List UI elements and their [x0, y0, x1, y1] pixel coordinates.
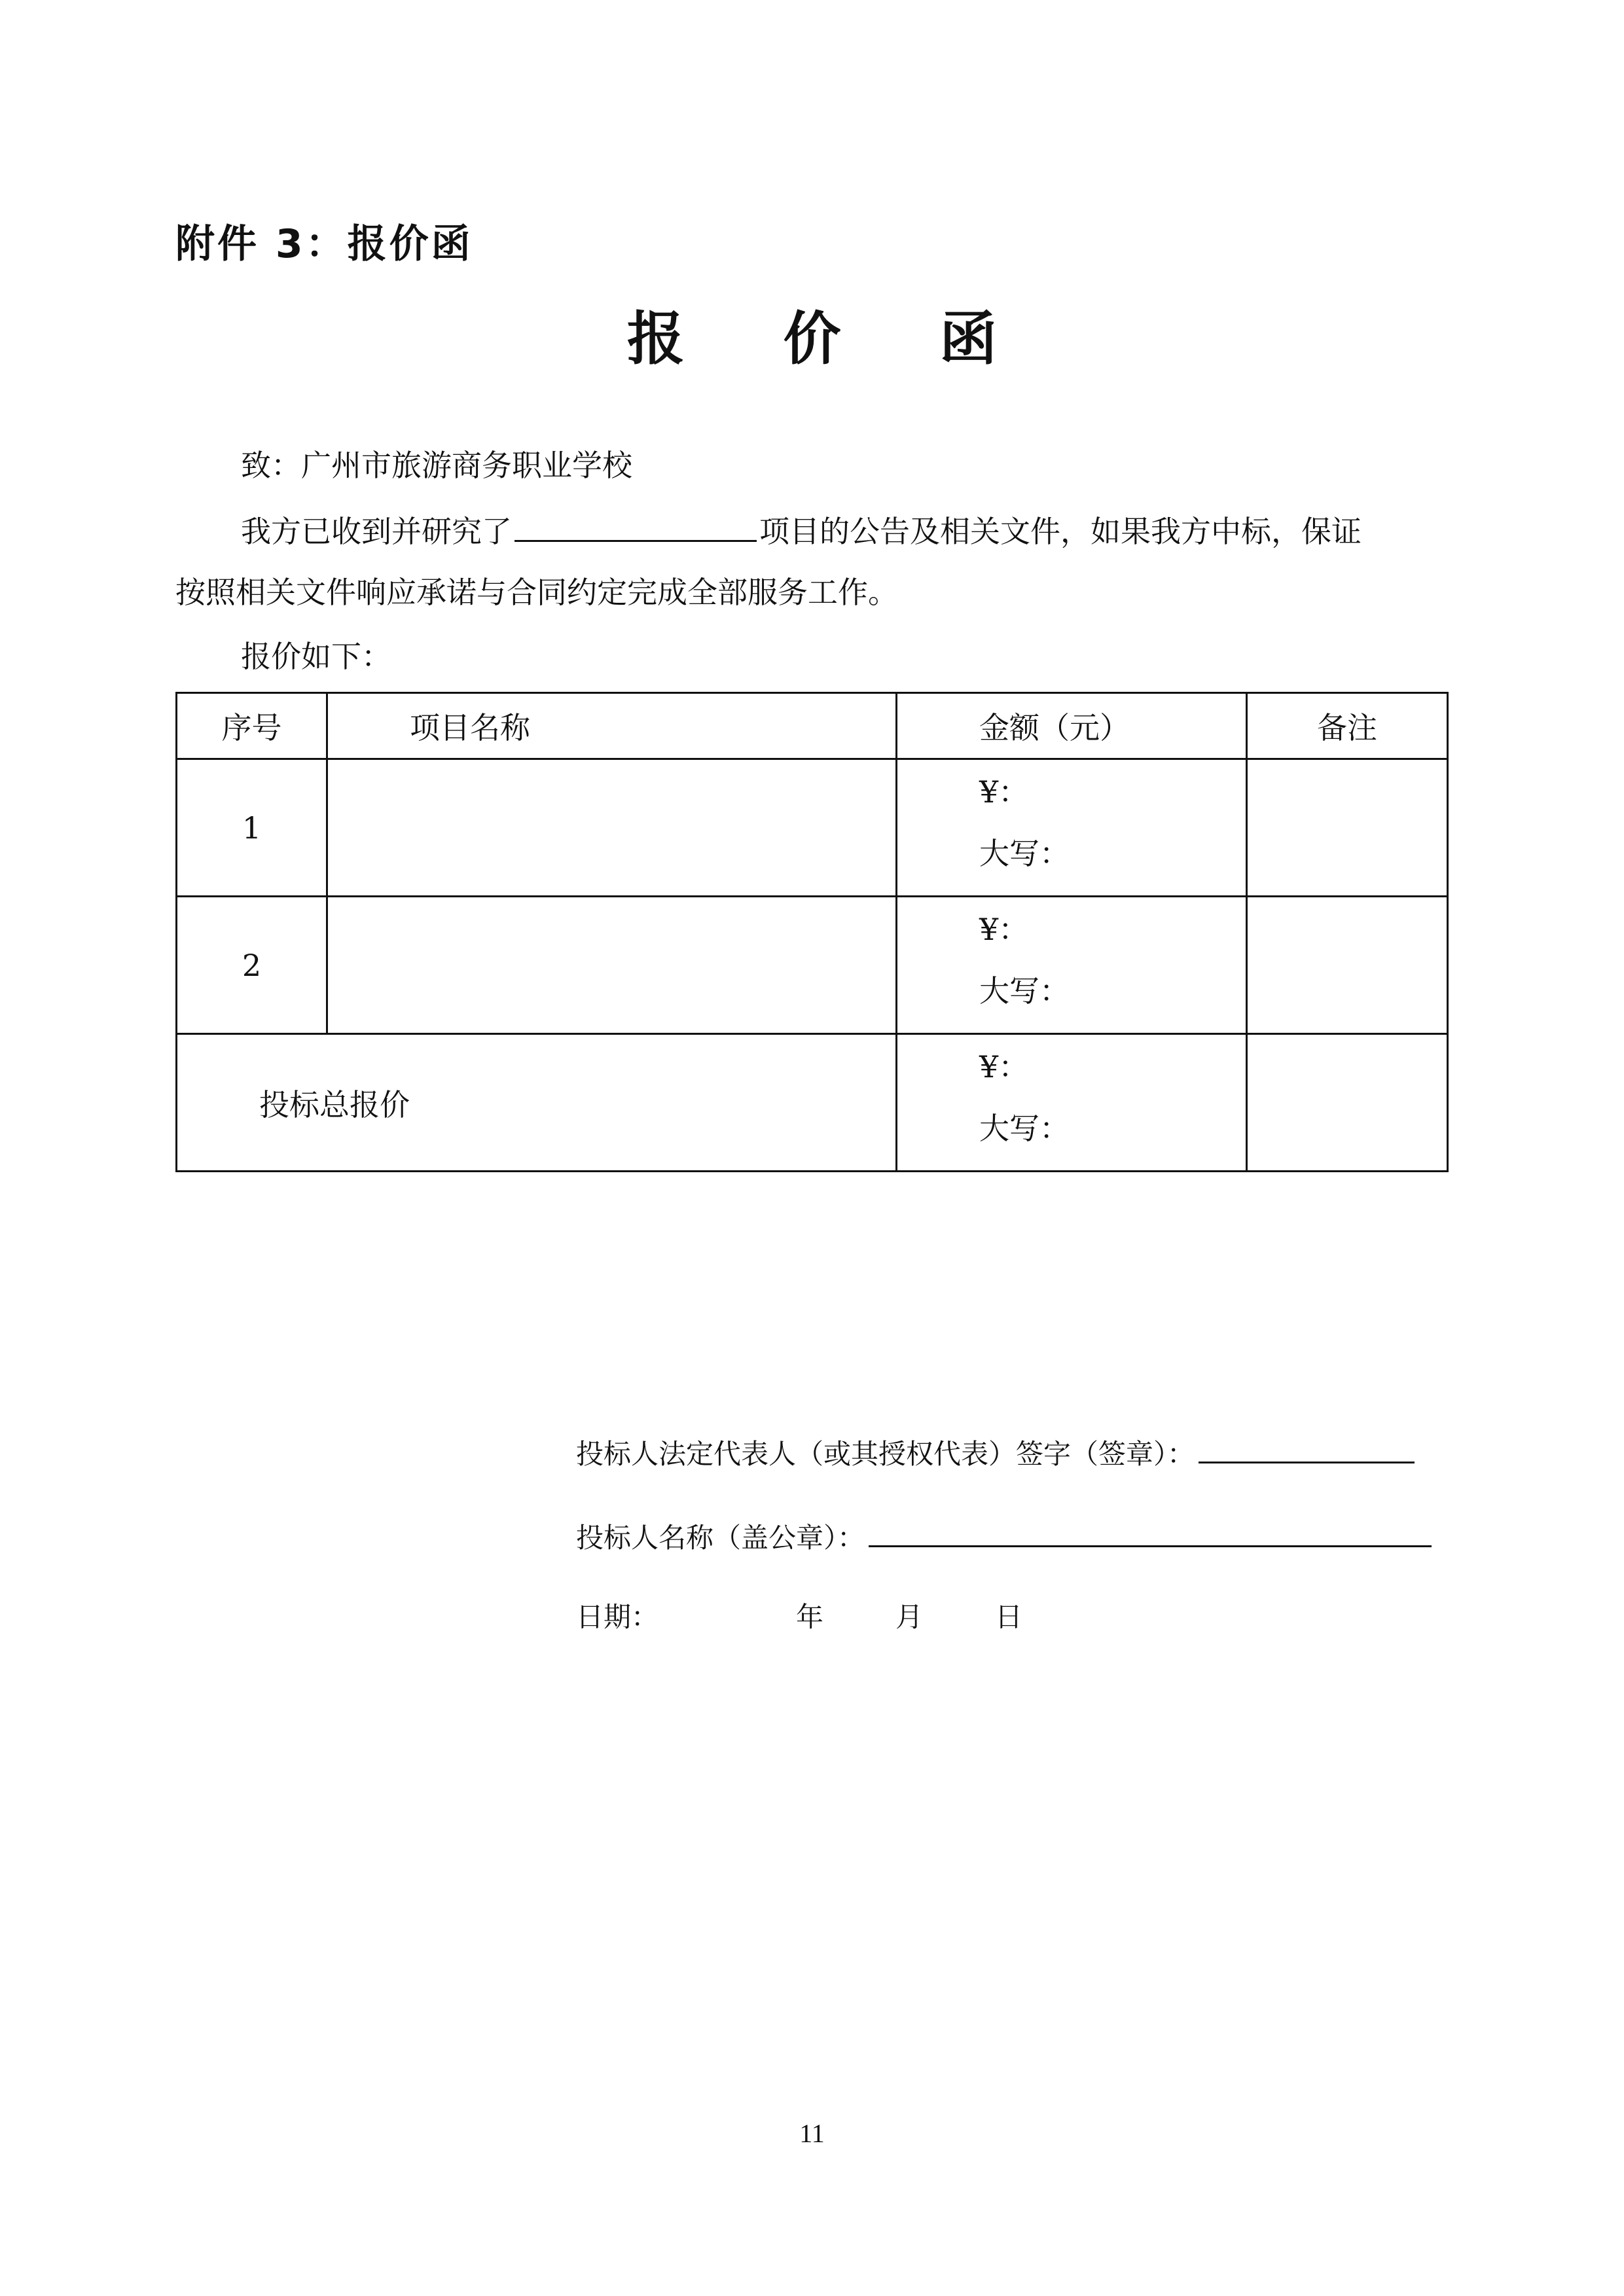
- header-note: 备注: [1247, 693, 1448, 759]
- attachment-title: 附件 3：报价函: [175, 221, 473, 267]
- header-seq: 序号: [177, 693, 327, 759]
- quote-intro: 报价如下：: [241, 639, 391, 674]
- page-number: 11: [799, 2119, 825, 2148]
- body-paragraph-line2: 按照相关文件响应承诺与合同约定完成全部服务工作。: [175, 575, 898, 610]
- total-amount-cell[interactable]: [897, 1034, 1247, 1172]
- header-amount: 金额（元）: [897, 693, 1247, 759]
- row-project-name-cell[interactable]: [327, 759, 897, 897]
- page-title: 报 价 函: [626, 305, 1037, 372]
- total-price-label: 投标总报价: [177, 1034, 897, 1172]
- table-total-row: [177, 1034, 1448, 1172]
- row-amount-cell[interactable]: [897, 897, 1247, 1034]
- row-seq: 1: [177, 759, 327, 897]
- date-line: [576, 1601, 1023, 1633]
- amount-yen-label: ¥：: [979, 912, 1029, 947]
- addressee-line: 致：广州市旅游商务职业学校: [241, 448, 632, 483]
- row-note-cell[interactable]: [1247, 897, 1448, 1034]
- total-uppercase-label: 大写：: [979, 1111, 1070, 1146]
- date-month-label: 月: [895, 1601, 924, 1633]
- row-note-cell[interactable]: [1247, 759, 1448, 897]
- date-year-label: 年: [796, 1601, 824, 1633]
- representative-signature-blank[interactable]: [1199, 1437, 1415, 1463]
- row-amount-cell[interactable]: [897, 759, 1247, 897]
- total-note-cell[interactable]: [1247, 1034, 1448, 1172]
- total-yen-label: ¥：: [979, 1049, 1029, 1085]
- table-row: [177, 759, 1448, 897]
- date-day-label: 日: [995, 1601, 1023, 1633]
- body-text-part2: 项目的公告及相关文件，如果我方中标，保证: [759, 514, 1362, 549]
- amount-yen-label: ¥：: [979, 774, 1029, 810]
- header-project-name: 项目名称: [327, 693, 897, 759]
- row-project-name-cell[interactable]: [327, 897, 897, 1034]
- amount-uppercase-label: 大写：: [979, 973, 1070, 1009]
- body-paragraph-line1: [241, 514, 1362, 547]
- project-name-blank[interactable]: [514, 514, 757, 542]
- representative-signature-line: [576, 1437, 1415, 1468]
- bidder-name-label: 投标人名称（盖公章）：: [576, 1522, 865, 1554]
- date-label: 日期：: [576, 1601, 659, 1633]
- row-seq: 2: [177, 897, 327, 1034]
- bidder-name-blank[interactable]: [869, 1520, 1432, 1547]
- quote-table: [175, 692, 1449, 1172]
- amount-uppercase-label: 大写：: [979, 836, 1070, 871]
- representative-signature-label: 投标人法定代表人（或其授权代表）签字（签章）：: [576, 1438, 1195, 1470]
- table-header-row: [177, 693, 1448, 759]
- body-text-part1: 我方已收到并研究了: [241, 514, 512, 549]
- bidder-name-line: [576, 1520, 1432, 1552]
- table-row: [177, 897, 1448, 1034]
